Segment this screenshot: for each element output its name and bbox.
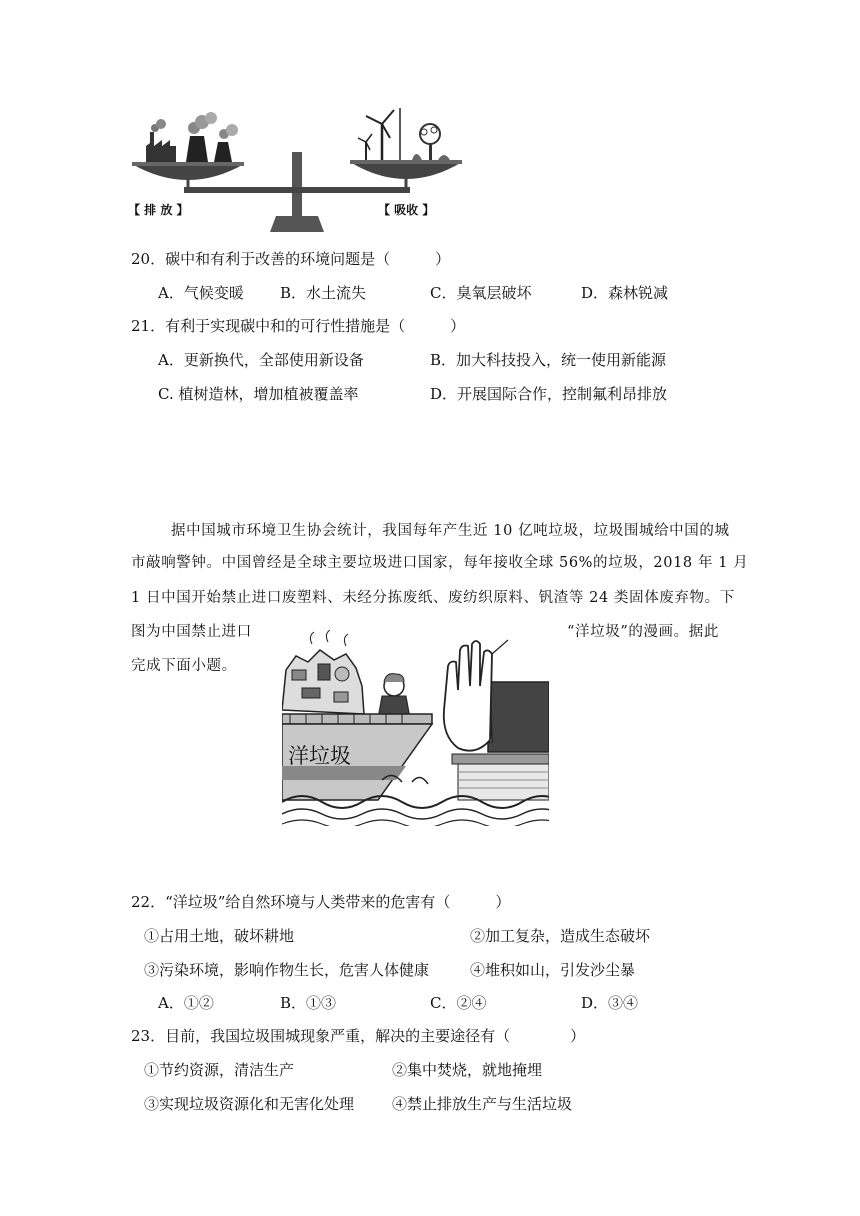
q22-item-2: ②加工复杂，造成生态破坏 (470, 927, 651, 945)
q22-option-a: A．①② (158, 994, 214, 1012)
question-23-stem: 23．目前，我国垃圾围城现象严重，解决的主要途径有（ ） (131, 1027, 586, 1045)
scale-base (270, 216, 324, 232)
scale-post (292, 152, 302, 216)
question-22-stem: 22．“洋垃圾”给自然环境与人类带来的危害有（ ） (131, 893, 511, 911)
q22-option-d: D．③④ (581, 994, 639, 1012)
passage-line-2: 市敲响警钟。中国曾经是全球主要垃圾进口国家，每年接收全球 56%的垃圾，2018 年 1 月 (131, 555, 749, 571)
q22-item-3: ③污染环境，影响作物生长，危害人体健康 (144, 961, 430, 979)
stop-hand-icon (444, 640, 549, 752)
q23-item-3: ③实现垃圾资源化和无害化处理 (144, 1095, 355, 1113)
q22-item-4: ④堆积如山，引发沙尘暴 (470, 961, 636, 979)
q20-option-c: C．臭氧层破坏 (430, 284, 532, 302)
emission-label: 【 排 放 】 (128, 203, 189, 217)
q23-item-4: ④禁止排放生产与生活垃圾 (392, 1095, 573, 1113)
passage-line-4-right: “洋垃圾”的漫画。据此 (567, 624, 719, 640)
question-21-stem: 21．有利于实现碳中和的可行性措施是（ ） (131, 317, 466, 335)
q21-option-d: D．开展国际合作，控制氟利昂排放 (430, 385, 668, 403)
scale-beam (184, 187, 410, 193)
passage-line-1: 据中国城市环境卫生协会统计，我国每年产生近 10 亿吨垃圾，垃圾围城给中国的城 (171, 523, 730, 539)
passage-line-4-left: 图为中国禁止进口 (131, 624, 252, 640)
q22-option-b: B．①③ (280, 994, 337, 1012)
q21-option-b: B．加大科技投入，统一使用新能源 (430, 351, 667, 369)
question-20-stem: 20．碳中和有利于改善的环境问题是（ ） (131, 250, 451, 268)
q22-item-1: ①占用土地，破坏耕地 (144, 927, 295, 945)
q21-option-a: A．更新换代，全部使用新设备 (158, 351, 364, 369)
q20-option-d: D．森林锐减 (581, 284, 669, 302)
wind-turbine-icon (358, 108, 400, 160)
tree-icon (412, 124, 450, 160)
absorption-label: 【 吸收 】 (378, 203, 435, 217)
q23-item-1: ①节约资源，清洁生产 (144, 1061, 295, 1079)
garbage-pile-icon (282, 630, 364, 714)
dock-icon (452, 754, 549, 800)
q20-option-a: A．气候变暖 (158, 284, 244, 302)
passage-line-3: 1 日中国开始禁止进口废塑料、未经分拣废纸、废纺织原料、钒渣等 24 类固体废弃物。下 (131, 590, 735, 606)
q20-option-b: B．水土流失 (280, 284, 367, 302)
foreign-garbage-cartoon (282, 630, 549, 826)
q22-option-c: C．②④ (430, 994, 487, 1012)
q21-option-c: C. 植树造林，增加植被覆盖率 (158, 385, 359, 403)
passage-line-5: 完成下面小题。 (131, 658, 237, 674)
factory-icon (146, 112, 238, 162)
q23-item-2: ②集中焚烧，就地掩埋 (392, 1061, 543, 1079)
ship-label: 洋垃圾 (288, 744, 351, 768)
sailor-figure-icon (378, 674, 410, 718)
